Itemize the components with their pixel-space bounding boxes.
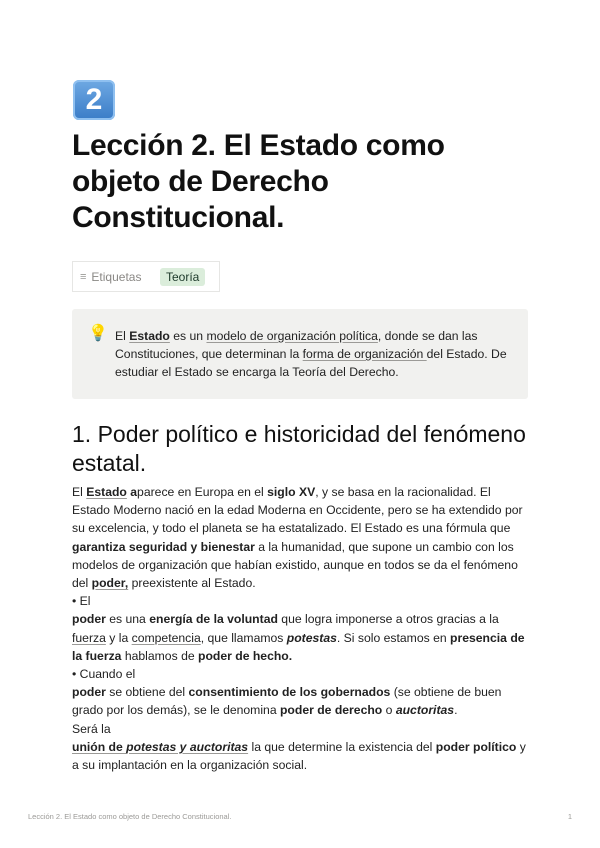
text-span: o: [382, 703, 396, 718]
text-span: , y se basa en la racionalidad. El Estado Moderno nació en la edad Moderna en Occidente, pero se ha extendido por su excelencia, y todo el planeta se ha estatalizado. El Estado es una fórmula que: [72, 485, 523, 536]
text-span: . Si solo estamos en: [336, 630, 451, 645]
paragraph: [72, 610, 528, 665]
text-span: parece en Europa en el: [137, 485, 268, 499]
paragraph-lead: Será la: [72, 721, 111, 736]
bold-italic-term: auctoritas: [395, 703, 455, 718]
bold-text: poder de hecho.: [198, 648, 293, 663]
footer-page-number: 1: [567, 812, 572, 821]
bold-text: garantiza seguridad y bienestar: [72, 539, 255, 554]
text-span: y a su implantación en la organización social.: [72, 739, 526, 773]
keycap-two-icon: 2: [73, 80, 115, 120]
bold-underlined-term: Estado: [129, 329, 170, 343]
properties-row: [72, 261, 220, 292]
text-span: preexistente al Estado.: [128, 576, 256, 591]
text-span: que logra imponerse a otros gracias a la: [277, 612, 499, 627]
bold-text: consentimiento de los gobernados: [188, 685, 391, 700]
callout-block: [72, 309, 528, 399]
text-span: a la humanidad, que supone un cambio con los modelos de organización que habían existido, aunque en todos se da el fenómeno del: [72, 539, 518, 591]
bullet-lead: • El: [72, 594, 91, 609]
property-label: [73, 270, 160, 284]
underlined-term: competencia: [131, 630, 201, 645]
bold-text: poder de derecho: [279, 703, 383, 718]
bold-text: energía de la voluntad: [149, 612, 278, 627]
text-span: del Estado. De estudiar el Estado se encarga la Teoría del Derecho.: [115, 347, 507, 379]
text-span: , que llamamos: [200, 630, 287, 645]
text-span: (se obtiene de buen grado por los demás), se le denomina: [72, 685, 502, 718]
text-span: es un: [169, 329, 207, 343]
bold-underlined-term: poder,: [91, 576, 129, 591]
text-span: y la: [105, 630, 132, 645]
bold-underlined-term: unión de: [72, 739, 127, 754]
list-icon: ≡: [80, 270, 87, 283]
paragraph: [72, 483, 528, 592]
section-heading: 1. Poder político e historicidad del fenómeno estatal.: [72, 421, 526, 476]
paragraph: [72, 683, 528, 719]
bold-text: a: [126, 485, 138, 499]
text-span: es una: [105, 612, 150, 627]
page-title: Lección 2. El Estado como objeto de Derecho Constitucional.: [72, 129, 445, 234]
text-span: , donde se dan las Constituciones, que determinan la: [115, 329, 478, 361]
text-span: El: [115, 329, 130, 343]
underlined-term: fuerza: [72, 630, 106, 645]
bullet-lead: • Cuando el: [72, 667, 136, 682]
section-body: [72, 483, 528, 774]
light-bulb-icon: 💡: [88, 325, 108, 342]
footer-title: Lección 2. El Estado como objeto de Derecho Constitucional.: [28, 812, 232, 821]
bold-text: poder: [72, 612, 106, 627]
text-span: .: [454, 703, 458, 718]
underlined-term: forma de organización: [302, 347, 427, 361]
bold-text: poder: [72, 685, 106, 700]
bold-text: poder político: [435, 739, 517, 754]
text-span: El: [72, 485, 87, 499]
bold-underlined-term: Estado: [86, 485, 127, 499]
property-label-text: Etiquetas: [91, 269, 142, 284]
text-span: se obtiene del: [105, 685, 189, 700]
underlined-term: modelo de organización política: [206, 329, 378, 343]
text-span: hablamos de: [121, 648, 199, 663]
tag-pill[interactable]: Teoría: [160, 268, 205, 286]
callout-text: [115, 327, 515, 381]
text-span: la que determine la existencia del: [248, 739, 436, 754]
bold-italic-underlined-term: potestas y auctoritas: [126, 739, 249, 754]
bold-italic-term: potestas: [286, 630, 337, 645]
bold-text: siglo XV: [267, 485, 316, 499]
paragraph: [72, 738, 528, 774]
bold-text: presencia de la fuerza: [72, 630, 525, 663]
